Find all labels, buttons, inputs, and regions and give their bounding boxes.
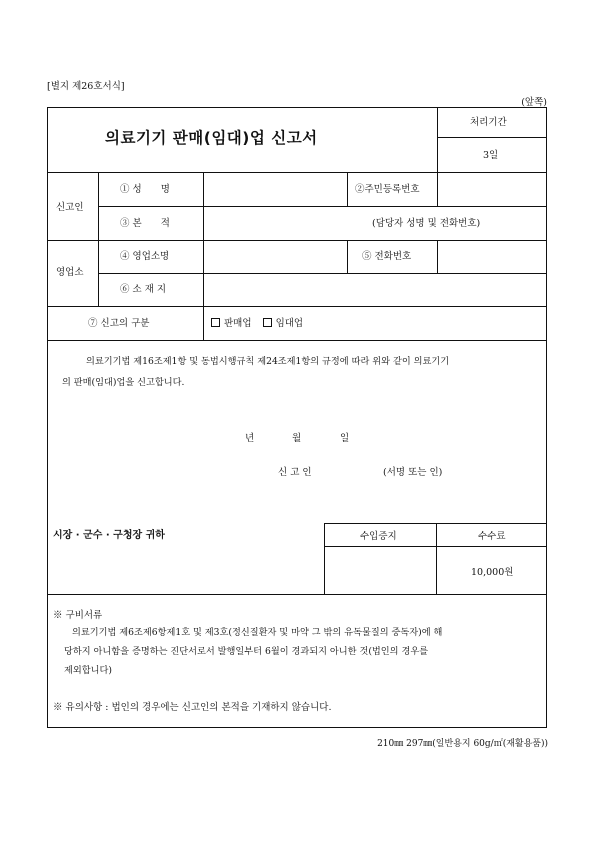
required-documents-line-3: 제외합니다) <box>64 665 112 676</box>
name-field[interactable] <box>204 173 347 206</box>
declaration-line-1: 의료기기법 제16조제1항 및 동법시행규칙 제24조제1항의 규정에 따라 위와 같이 의료기기 <box>86 356 450 367</box>
divider <box>98 172 99 306</box>
fee-value: 10,000원 <box>471 567 514 578</box>
form-number: [별지 제26호서식] <box>47 81 125 92</box>
revenue-stamp-label: 수입증지 <box>360 531 397 542</box>
phone-label: ⑤ 전화번호 <box>362 251 412 262</box>
required-documents-line-2: 당하지 아니함을 증명하는 진단서로서 발행일부터 6월이 경과되지 아니한 것(법인의 경우를 <box>64 646 429 657</box>
reporter-section-label: 신고인 <box>56 202 84 213</box>
rental-checkbox[interactable] <box>263 318 272 327</box>
divider <box>203 306 204 340</box>
sales-checkbox[interactable] <box>211 318 220 327</box>
sales-option[interactable] <box>211 318 252 329</box>
divider <box>47 306 547 307</box>
divider <box>436 523 437 594</box>
sales-option-label: 판매업 <box>224 318 252 329</box>
paper-spec: 210㎜ 297㎜(일반용지 60g/㎡(재활용품)) <box>377 739 548 749</box>
business-name-label: ④ 영업소명 <box>120 251 170 262</box>
date-month: 월 <box>292 433 302 444</box>
processing-period-value: 3일 <box>483 150 499 161</box>
divider <box>347 172 348 206</box>
name-label: ① 성 명 <box>120 184 170 195</box>
fee-label: 수수료 <box>478 531 506 542</box>
rental-option-label: 임대업 <box>275 318 304 329</box>
page-side-label: (앞쪽) <box>521 97 547 108</box>
processing-period-label: 처리기간 <box>470 117 507 128</box>
revenue-stamp-area <box>325 547 436 594</box>
signer-label: 신 고 인 <box>278 467 312 478</box>
divider <box>347 240 348 273</box>
divider <box>437 137 547 138</box>
divider <box>437 107 438 172</box>
divider <box>47 340 547 341</box>
location-field[interactable] <box>204 274 546 306</box>
form-title: 의료기기 판매(임대)업 신고서 <box>105 129 318 147</box>
required-documents-line-1: 의료기기법 제6조제6항제1호 및 제3호(정신질환자 및 마약 그 밖의 유독물질의 중독자)에 해 <box>72 627 443 638</box>
rental-option[interactable] <box>263 318 304 329</box>
declaration-line-2: 의 판매(임대)업을 신고합니다. <box>62 377 185 388</box>
resident-number-field[interactable] <box>438 173 546 206</box>
required-documents-title: ※ 구비서류 <box>53 610 103 621</box>
domicile-label: ③ 본 적 <box>120 218 170 229</box>
report-type-options <box>211 318 303 329</box>
date-year: 년 <box>245 433 255 444</box>
signature-note: (서명 또는 인) <box>383 467 443 478</box>
notice: ※ 유의사항 : 법인의 경우에는 신고인의 본적을 기재하지 않습니다. <box>53 702 332 713</box>
business-section-label: 영업소 <box>56 267 84 278</box>
signature-field[interactable] <box>322 462 380 480</box>
business-name-field[interactable] <box>204 241 347 273</box>
resident-number-label: ②주민등록번호 <box>355 184 420 195</box>
location-label: ⑥ 소 재 지 <box>120 284 167 295</box>
contact-note: (담당자 성명 및 전화번호) <box>372 218 481 229</box>
divider <box>47 594 547 595</box>
report-type-label: ⑦ 신고의 구분 <box>88 318 150 329</box>
phone-field[interactable] <box>438 241 546 273</box>
recipient: 시장 · 군수 · 구청장 귀하 <box>53 530 165 541</box>
date-day: 일 <box>340 433 350 444</box>
